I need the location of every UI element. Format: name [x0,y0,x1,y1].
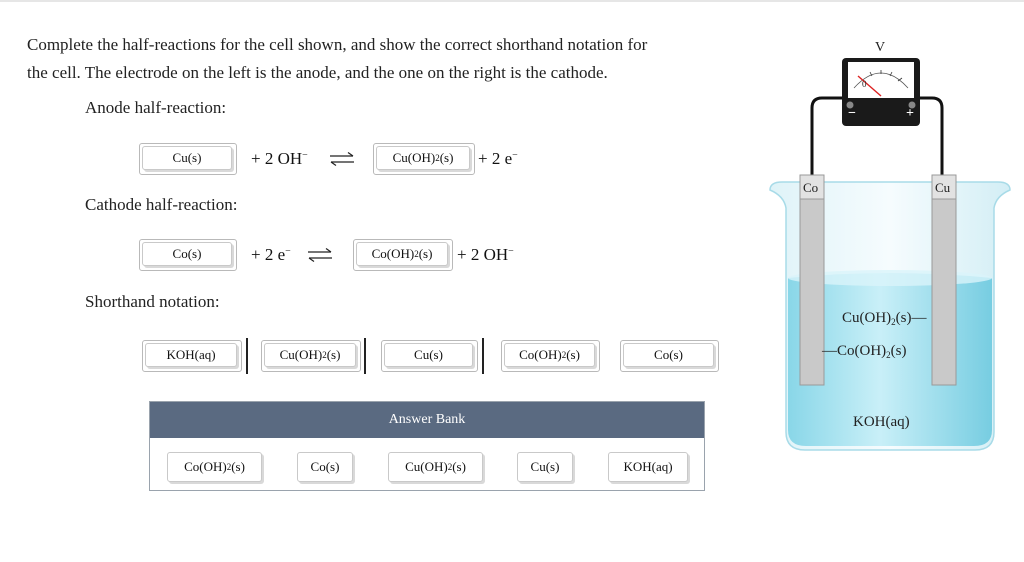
shorthand-chip-3-text: Cu(s) [414,347,443,362]
cathode-product-tail: (s) [418,246,433,261]
cathode-reactant-chip[interactable] [142,242,232,266]
shorthand-chip-4[interactable] [504,343,595,367]
question-text [27,31,767,87]
anode-label: Anode half-reaction: [85,98,227,117]
voltmeter-label: V [875,40,886,55]
cathode-electron-term [251,245,291,265]
shorthand-chip-2-text: Cu(OH) [279,347,323,362]
phase-boundary-line [364,338,366,374]
co-oh-label [822,343,907,360]
bank-chip-1[interactable] [167,452,262,482]
cathode-product-text: Co(OH) [371,246,415,261]
anode-hydroxide-text: + 2 OH [251,149,303,168]
anode-product-chip[interactable] [376,146,470,170]
shorthand-chip-5[interactable] [623,343,714,367]
bank-chip-3-sub: 2 [447,462,453,472]
meter-zero-label: 0 [862,79,867,89]
cu-oh-label [842,310,927,327]
shorthand-chip-5-text: Co(s) [654,347,683,362]
equilibrium-arrows-icon [307,248,333,262]
top-border [0,0,1024,2]
anode-reactant-slot[interactable] [139,143,237,175]
anode-hydroxide-term [251,149,308,169]
cathode-hydroxide-charge: − [508,246,514,257]
shorthand-slot-2[interactable] [261,340,361,372]
anode-electron-text: + 2 e [478,149,513,168]
shorthand-slot-5[interactable] [620,340,719,372]
bank-chip-2[interactable] [297,452,353,482]
shorthand-slot-3[interactable] [381,340,478,372]
anode-product-tail: (s) [439,150,454,165]
anode-electron-term [478,149,518,169]
anode-reactant-text: Cu(s) [172,150,202,165]
anode-product-text: Cu(OH) [392,150,436,165]
bank-chip-1-sub: 2 [226,462,232,472]
phase-boundary-line [246,338,248,374]
positive-terminal-label: + [906,106,914,121]
phase-boundary-line [482,338,484,374]
cell-illustration [760,30,1020,480]
shorthand-slot-1[interactable] [142,340,242,372]
cathode-hydroxide-term [457,245,514,265]
co-oh-lead: — [822,343,837,359]
bank-chip-1-tail: (s) [231,459,245,474]
answer-bank [149,401,705,491]
cathode-product-sub: 2 [414,249,419,259]
shorthand-chip-1[interactable] [145,343,237,367]
shorthand-chip-4-text: Co(OH) [519,347,562,362]
shorthand-chip-4-tail: (s) [566,347,580,362]
shorthand-label: Shorthand notation: [85,292,220,311]
shorthand-chip-2-sub: 2 [322,350,327,360]
equilibrium-arrows-icon [329,152,355,166]
anode-electron-charge: − [512,150,518,161]
answer-bank-header: Answer Bank [150,402,704,438]
shorthand-chip-1-text: KOH(aq) [166,347,216,362]
cathode-electron-charge: − [285,246,291,257]
cu-oh-tail: (s)— [895,310,927,326]
shorthand-slot-4[interactable] [501,340,600,372]
cathode-reactant-slot[interactable] [139,239,237,271]
bank-chip-5[interactable] [608,452,688,482]
anode-product-slot[interactable] [373,143,475,175]
question-line-2: the cell. The electrode on the left is the anode, and the one on the right is the cathode. [27,63,608,82]
shorthand-chip-4-sub: 2 [561,350,567,360]
cu-oh-text: Cu(OH) [842,310,892,326]
copper-electrode [932,175,956,385]
cathode-hydroxide-text: + 2 OH [457,245,509,264]
shorthand-chip-2-tail: (s) [326,347,341,362]
bank-chip-5-text: KOH(aq) [623,459,673,474]
co-oh-tail: (s) [890,343,907,359]
bank-chip-3-text: Cu(OH) [405,459,448,474]
bank-chip-2-text: Co(s) [310,459,340,474]
anode-hydroxide-charge: − [302,150,308,161]
cathode-product-chip[interactable] [356,242,448,266]
left-electrode-label: Co [803,180,819,195]
question-line-1: Complete the half-reactions for the cell shown, and show the correct shorthand notation for [27,35,648,54]
galvanic-cell-diagram [760,30,1020,480]
bank-chip-4[interactable] [517,452,573,482]
cobalt-electrode [800,175,824,385]
bank-chip-3-tail: (s) [452,459,466,474]
co-oh-sub: 2 [886,350,891,360]
cathode-reactant-text: Co(s) [172,246,202,261]
cathode-label: Cathode half-reaction: [85,195,238,214]
negative-terminal-label: − [848,106,856,121]
cu-oh-sub: 2 [891,317,896,327]
bank-chip-3[interactable] [388,452,483,482]
shorthand-chip-2[interactable] [264,343,356,367]
right-electrode-label: Cu [935,180,951,195]
anode-product-sub: 2 [435,153,440,163]
anode-reactant-chip[interactable] [142,146,232,170]
shorthand-chip-3[interactable] [384,343,473,367]
cathode-product-slot[interactable] [353,239,453,271]
cathode-electron-text: + 2 e [251,245,286,264]
co-oh-text: Co(OH) [837,343,887,359]
solution-label: KOH(aq) [853,414,910,430]
bank-chip-1-text: Co(OH) [184,459,227,474]
bank-chip-4-text: Cu(s) [530,459,560,474]
